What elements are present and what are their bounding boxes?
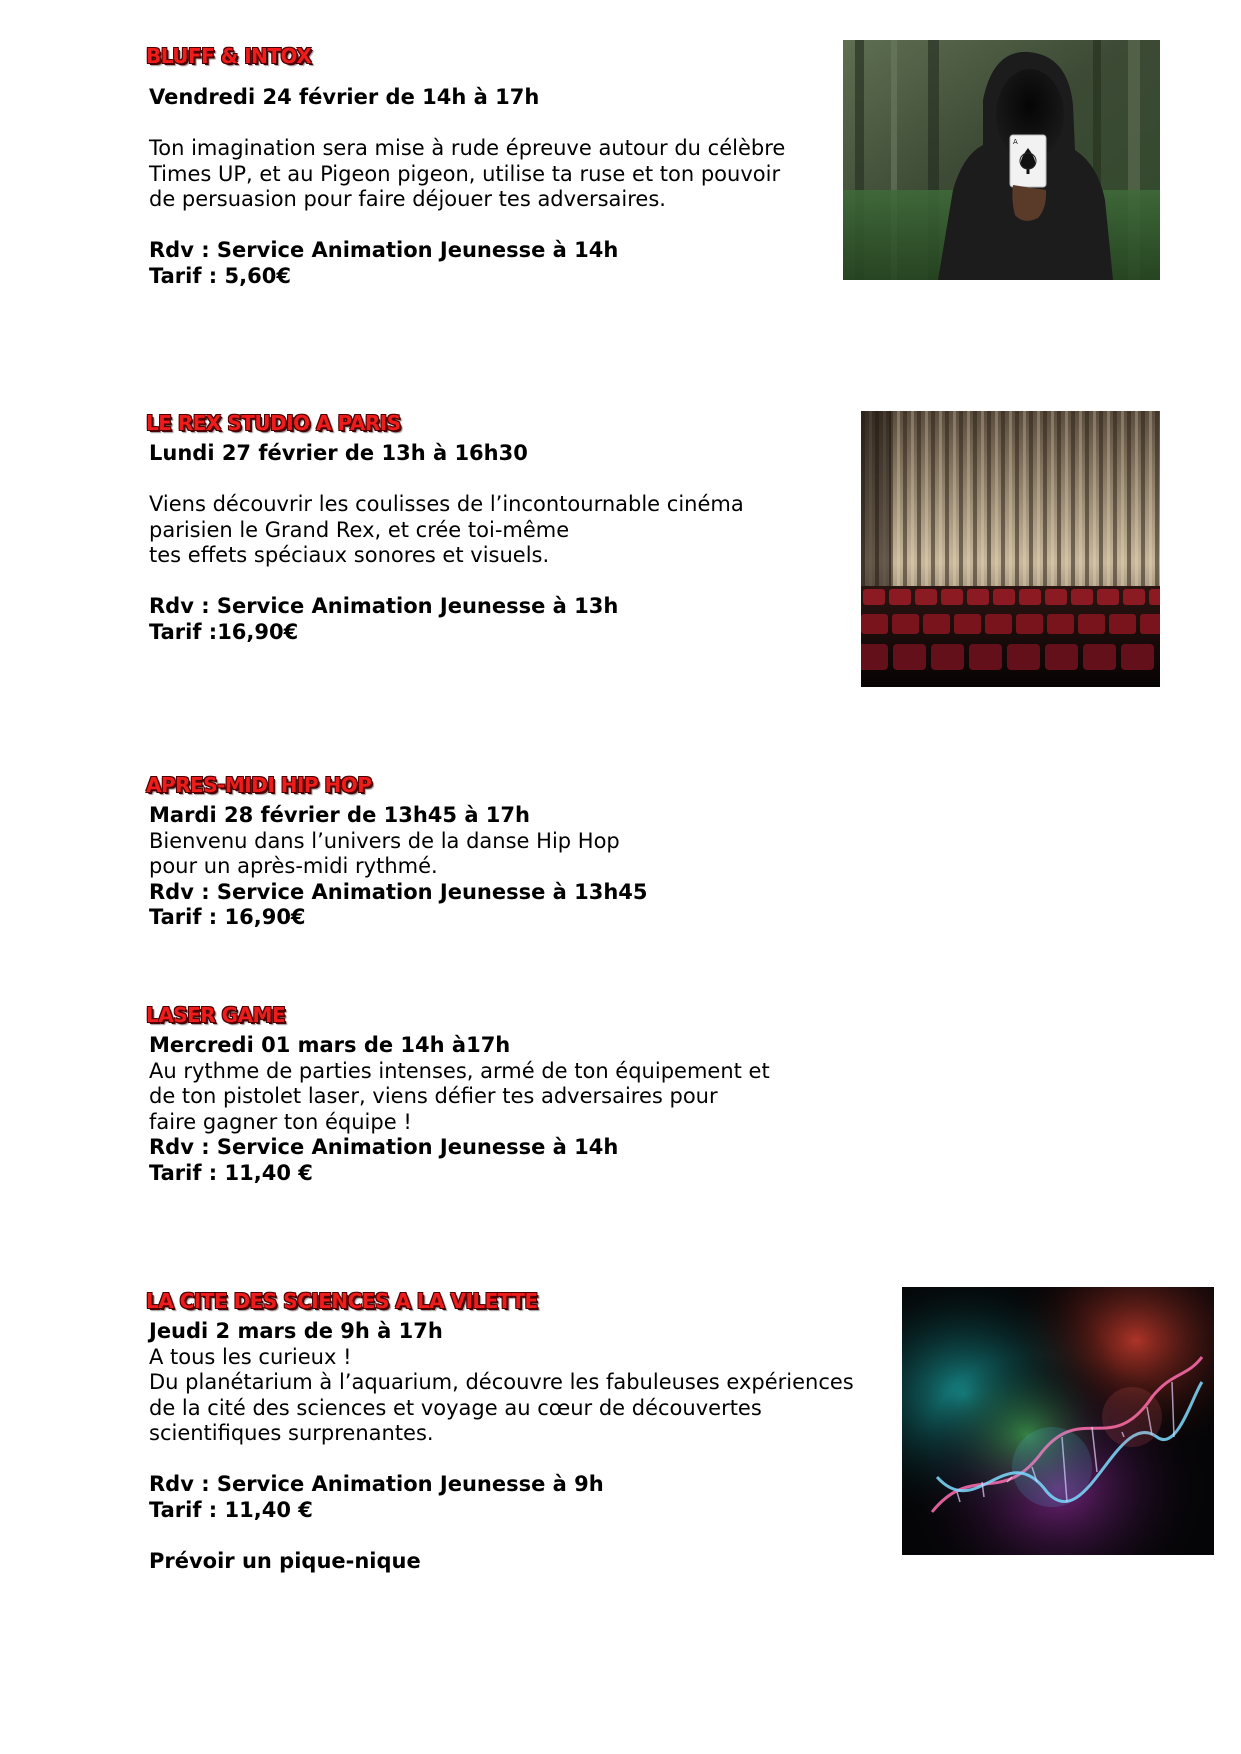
event-title: APRES-MIDI HIP HOP bbox=[146, 773, 372, 797]
svg-text:A: A bbox=[1013, 138, 1018, 146]
event-title: BLUFF & INTOX bbox=[146, 44, 312, 68]
event-description-line: Bienvenu dans l’univers de la danse Hip Hop bbox=[149, 828, 620, 853]
event-description-line: Du planétarium à l’aquarium, découvre les fabuleuses expériences bbox=[149, 1370, 854, 1394]
event-description-line: de la cité des sciences et voyage au cœur de découvertes bbox=[149, 1395, 762, 1420]
event-body bbox=[149, 441, 744, 645]
event-date: Jeudi 2 mars de 9h à 17h bbox=[149, 1319, 443, 1343]
event-title: LA CITE DES SCIENCES A LA VILETTE bbox=[146, 1289, 538, 1313]
event-description-line: faire gagner ton équipe ! bbox=[149, 1109, 412, 1134]
event-body bbox=[149, 85, 785, 289]
hooded-figure-photo bbox=[843, 40, 1160, 280]
event-description-line: A tous les curieux ! bbox=[149, 1344, 352, 1369]
event-meeting-point: Rdv : Service Animation Jeunesse à 14h bbox=[149, 1135, 619, 1159]
event-body bbox=[149, 1033, 770, 1186]
event-date: Lundi 27 février de 13h à 16h30 bbox=[149, 441, 528, 465]
event-body bbox=[149, 1319, 854, 1574]
event-body bbox=[149, 803, 648, 931]
event-date: Vendredi 24 février de 14h à 17h bbox=[149, 85, 540, 109]
event-description-line: Viens découvrir les coulisses de l’incontournable cinéma bbox=[149, 492, 744, 516]
event-description-line: parisien le Grand Rex, et crée toi-même bbox=[149, 517, 570, 542]
event-price: Tarif : 5,60€ bbox=[149, 263, 291, 288]
event-meeting-point: Rdv : Service Animation Jeunesse à 14h bbox=[149, 238, 619, 262]
event-description-line: tes effets spéciaux sonores et visuels. bbox=[149, 543, 550, 567]
dna-helix-photo bbox=[902, 1287, 1214, 1555]
event-meeting-point: Rdv : Service Animation Jeunesse à 13h bbox=[149, 594, 619, 618]
event-title: LASER GAME bbox=[146, 1003, 286, 1027]
event-price: Tarif : 11,40 € bbox=[149, 1160, 313, 1185]
event-date: Mardi 28 février de 13h45 à 17h bbox=[149, 803, 530, 827]
event-title: LE REX STUDIO A PARIS bbox=[146, 411, 401, 435]
event-meeting-point: Rdv : Service Animation Jeunesse à 13h45 bbox=[149, 879, 648, 904]
cinema-curtain-photo bbox=[861, 411, 1160, 687]
event-price: Tarif : 16,90€ bbox=[149, 905, 306, 929]
event-description-line: pour un après-midi rythmé. bbox=[149, 854, 438, 878]
event-note: Prévoir un pique-nique bbox=[149, 1548, 421, 1573]
event-description-line: Times UP, et au Pigeon pigeon, utilise ta ruse et ton pouvoir bbox=[149, 161, 781, 186]
event-description-line: Ton imagination sera mise à rude épreuve autour du célèbre bbox=[149, 136, 786, 160]
event-description-line: Au rythme de parties intenses, armé de ton équipement et bbox=[149, 1058, 770, 1083]
event-meeting-point: Rdv : Service Animation Jeunesse à 9h bbox=[149, 1472, 604, 1496]
event-price: Tarif :16,90€ bbox=[149, 619, 299, 644]
event-description-line: scientifiques surprenantes. bbox=[149, 1421, 434, 1445]
event-description-line: de persuasion pour faire déjouer tes adversaires. bbox=[149, 187, 666, 211]
event-description-line: de ton pistolet laser, viens défier tes adversaires pour bbox=[149, 1084, 718, 1108]
event-price: Tarif : 11,40 € bbox=[149, 1497, 313, 1522]
event-date: Mercredi 01 mars de 14h à17h bbox=[149, 1033, 511, 1057]
